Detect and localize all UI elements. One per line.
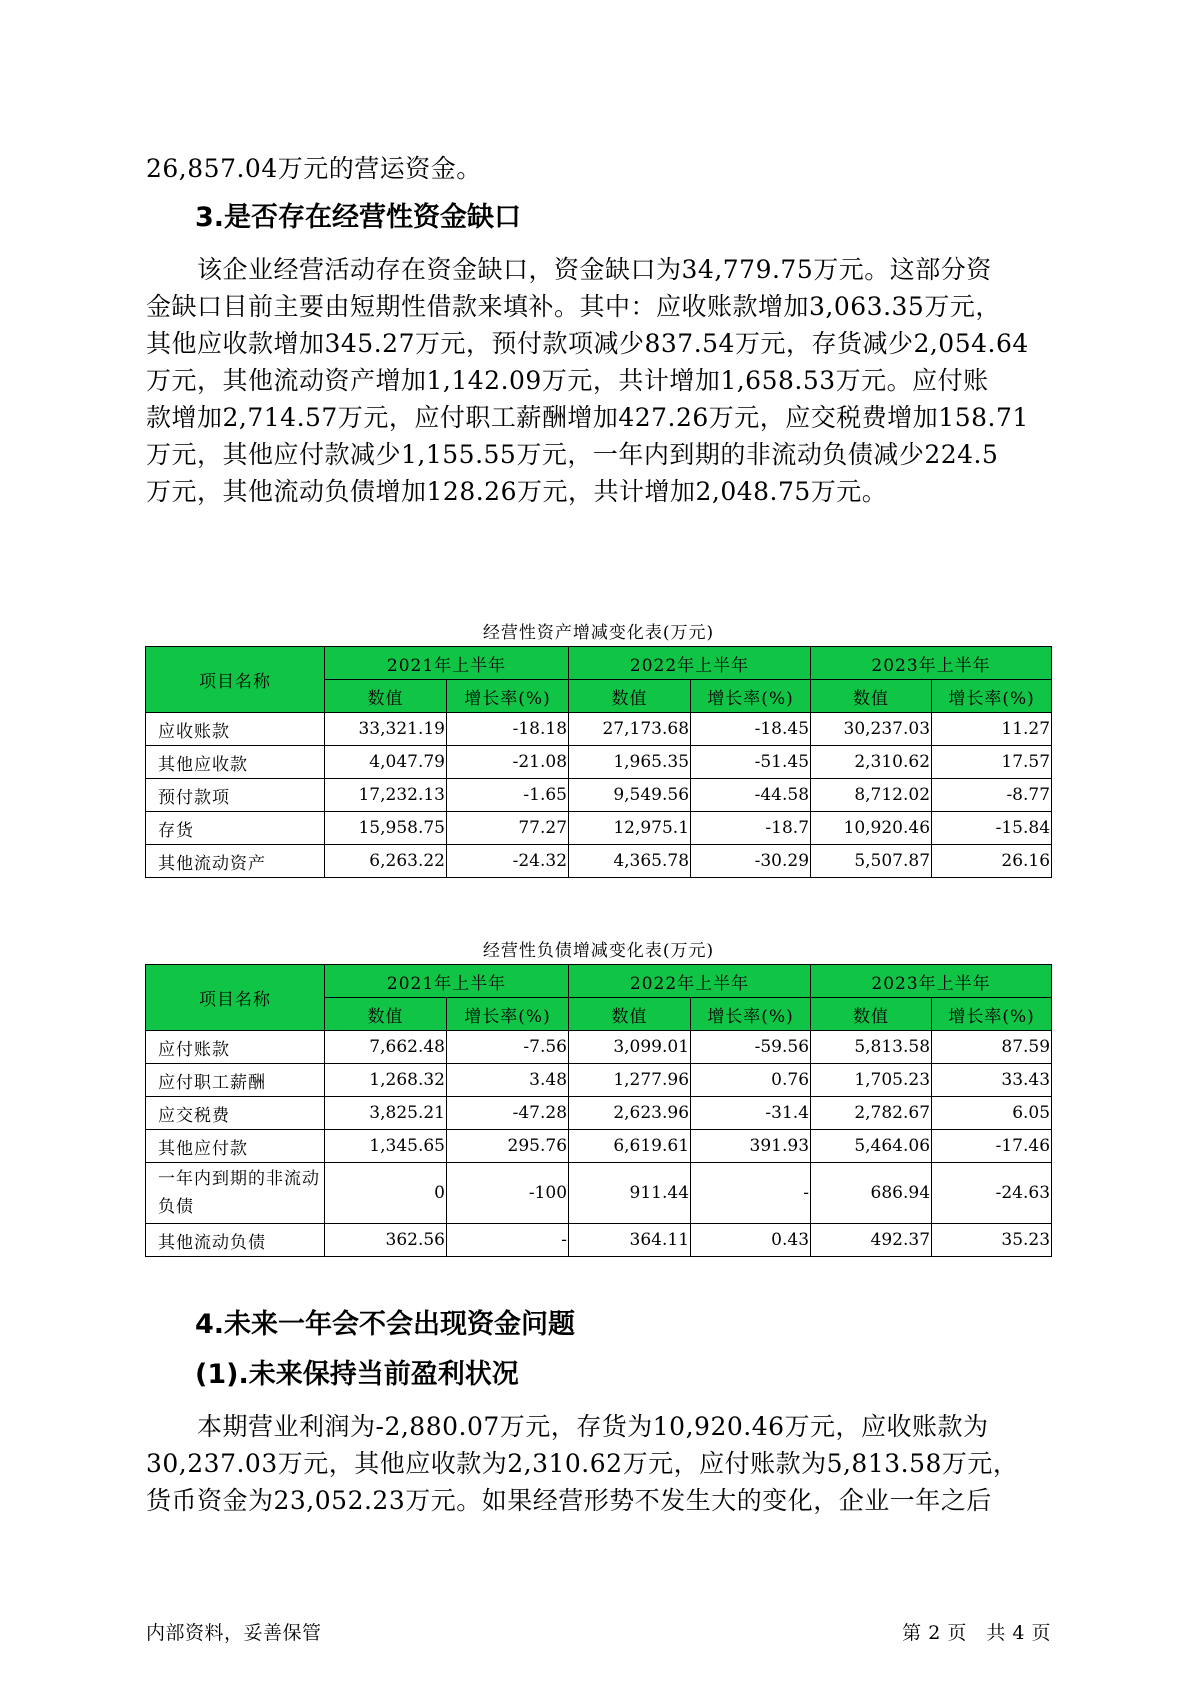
growth-rate-cell: 17.57 — [932, 746, 1052, 779]
value-subheader: 数值 — [325, 998, 447, 1031]
value-subheader: 数值 — [325, 680, 447, 713]
growth-rate-cell: 391.93 — [691, 1130, 811, 1163]
section-4-heading: 4.未来一年会不会出现资金问题 — [195, 1309, 576, 1340]
value-cell: 27,173.68 — [569, 713, 691, 746]
growth-subheader: 增长率(%) — [691, 998, 811, 1031]
paragraph-line: 万元，其他应付款减少1,155.55万元，一年内到期的非流动负债减少224.5 — [146, 440, 999, 469]
liability-table-body — [146, 1031, 1052, 1257]
paragraph-line: 本期营业利润为-2,880.07万元，存货为10,920.46万元，应收账款为 — [146, 1412, 989, 1441]
row-label: 其他流动资产 — [146, 845, 325, 878]
section-4-paragraph — [146, 1408, 1051, 1519]
row-label: 一年内到期的非流动负债 — [146, 1163, 325, 1224]
growth-rate-cell: -18.18 — [447, 713, 569, 746]
period-header: 2022年上半年 — [569, 647, 811, 680]
value-cell: 1,345.65 — [325, 1130, 447, 1163]
growth-rate-cell: -8.77 — [932, 779, 1052, 812]
section-4-subheading: (1).未来保持当前盈利状况 — [195, 1359, 519, 1390]
value-cell: 7,662.48 — [325, 1031, 447, 1064]
value-cell: 2,310.62 — [811, 746, 932, 779]
asset-change-table — [145, 646, 1052, 878]
value-cell: 364.11 — [569, 1224, 691, 1257]
row-label: 应收账款 — [146, 713, 325, 746]
value-cell: 6,263.22 — [325, 845, 447, 878]
section-3-paragraph — [146, 251, 1051, 510]
growth-rate-cell: 33.43 — [932, 1064, 1052, 1097]
value-cell: 2,623.96 — [569, 1097, 691, 1130]
period-header: 2023年上半年 — [811, 647, 1052, 680]
paragraph-line: 万元，其他流动负债增加128.26万元，共计增加2,048.75万元。 — [146, 477, 888, 506]
value-cell: 4,047.79 — [325, 746, 447, 779]
footer-confidential-note: 内部资料，妥善保管 — [146, 1622, 322, 1644]
value-cell: 8,712.02 — [811, 779, 932, 812]
growth-rate-cell: -21.08 — [447, 746, 569, 779]
growth-rate-cell: 3.48 — [447, 1064, 569, 1097]
value-subheader: 数值 — [811, 680, 932, 713]
growth-subheader: 增长率(%) — [447, 998, 569, 1031]
item-name-header: 项目名称 — [146, 965, 325, 1031]
item-name-header: 项目名称 — [146, 647, 325, 713]
value-cell: 4,365.78 — [569, 845, 691, 878]
growth-rate-cell: 26.16 — [932, 845, 1052, 878]
growth-rate-cell: -59.56 — [691, 1031, 811, 1064]
growth-rate-cell: -18.7 — [691, 812, 811, 845]
row-label: 应付职工薪酬 — [146, 1064, 325, 1097]
growth-rate-cell: 295.76 — [447, 1130, 569, 1163]
section-3-heading: 3.是否存在经营性资金缺口 — [195, 202, 522, 233]
growth-rate-cell: - — [691, 1163, 811, 1224]
value-cell: 12,975.1 — [569, 812, 691, 845]
growth-rate-cell: -24.32 — [447, 845, 569, 878]
value-subheader: 数值 — [569, 998, 691, 1031]
liability-table-caption: 经营性负债增减变化表(万元) — [482, 941, 715, 961]
growth-subheader: 增长率(%) — [447, 680, 569, 713]
value-cell: 1,705.23 — [811, 1064, 932, 1097]
growth-subheader: 增长率(%) — [932, 998, 1052, 1031]
value-subheader: 数值 — [569, 680, 691, 713]
value-cell: 492.37 — [811, 1224, 932, 1257]
growth-rate-cell: 77.27 — [447, 812, 569, 845]
table-row — [146, 746, 1052, 779]
growth-rate-cell: 0.76 — [691, 1064, 811, 1097]
growth-rate-cell: -31.4 — [691, 1097, 811, 1130]
value-cell: 3,099.01 — [569, 1031, 691, 1064]
growth-rate-cell: 35.23 — [932, 1224, 1052, 1257]
row-label: 应付账款 — [146, 1031, 325, 1064]
growth-rate-cell: -51.45 — [691, 746, 811, 779]
growth-rate-cell: -7.56 — [447, 1031, 569, 1064]
value-cell: 33,321.19 — [325, 713, 447, 746]
table-row — [146, 1031, 1052, 1064]
table-row — [146, 1130, 1052, 1163]
footer-page-number: 第 2 页 共 4 页 — [902, 1622, 1051, 1644]
table-row — [146, 845, 1052, 878]
growth-rate-cell: - — [447, 1224, 569, 1257]
row-label: 存货 — [146, 812, 325, 845]
paragraph-line: 款增加2,714.57万元，应付职工薪酬增加427.26万元，应交税费增加158.71 — [146, 403, 1029, 432]
value-cell: 9,549.56 — [569, 779, 691, 812]
row-label: 其他流动负债 — [146, 1224, 325, 1257]
table-row — [146, 779, 1052, 812]
value-cell: 5,813.58 — [811, 1031, 932, 1064]
asset-table-body — [146, 713, 1052, 878]
paragraph-line: 货币资金为23,052.23万元。如果经营形势不发生大的变化，企业一年之后 — [146, 1486, 992, 1515]
period-header: 2022年上半年 — [569, 965, 811, 998]
paragraph-line: 30,237.03万元，其他应收款为2,310.62万元，应付账款为5,813.58万元， — [146, 1449, 1019, 1478]
value-cell: 1,268.32 — [325, 1064, 447, 1097]
value-cell: 17,232.13 — [325, 779, 447, 812]
intro-line: 26,857.04万元的营运资金。 — [146, 154, 482, 183]
value-cell: 686.94 — [811, 1163, 932, 1224]
value-cell: 362.56 — [325, 1224, 447, 1257]
growth-rate-cell: 11.27 — [932, 713, 1052, 746]
value-cell: 6,619.61 — [569, 1130, 691, 1163]
growth-rate-cell: -100 — [447, 1163, 569, 1224]
table-row — [146, 1097, 1052, 1130]
growth-rate-cell: -1.65 — [447, 779, 569, 812]
period-header: 2021年上半年 — [325, 965, 569, 998]
value-cell: 3,825.21 — [325, 1097, 447, 1130]
table-row — [146, 1224, 1052, 1257]
table-row — [146, 1064, 1052, 1097]
growth-rate-cell: 87.59 — [932, 1031, 1052, 1064]
paragraph-line: 金缺口目前主要由短期性借款来填补。其中：应收账款增加3,063.35万元， — [146, 292, 1001, 321]
table-row — [146, 812, 1052, 845]
row-label: 其他应付款 — [146, 1130, 325, 1163]
row-label: 应交税费 — [146, 1097, 325, 1130]
period-header: 2023年上半年 — [811, 965, 1052, 998]
paragraph-line: 其他应收款增加345.27万元，预付款项减少837.54万元，存货减少2,054.64 — [146, 329, 1029, 358]
growth-rate-cell: -44.58 — [691, 779, 811, 812]
growth-subheader: 增长率(%) — [691, 680, 811, 713]
value-cell: 10,920.46 — [811, 812, 932, 845]
growth-rate-cell: -30.29 — [691, 845, 811, 878]
value-cell: 30,237.03 — [811, 713, 932, 746]
growth-rate-cell: 6.05 — [932, 1097, 1052, 1130]
growth-rate-cell: -47.28 — [447, 1097, 569, 1130]
asset-table-caption: 经营性资产增减变化表(万元) — [482, 623, 715, 643]
period-header: 2021年上半年 — [325, 647, 569, 680]
liability-change-table — [145, 964, 1052, 1257]
paragraph-line: 该企业经营活动存在资金缺口，资金缺口为34,779.75万元。这部分资 — [146, 255, 992, 284]
growth-rate-cell: -17.46 — [932, 1130, 1052, 1163]
growth-rate-cell: -15.84 — [932, 812, 1052, 845]
paragraph-line: 万元，其他流动资产增加1,142.09万元，共计增加1,658.53万元。应付账 — [146, 366, 989, 395]
growth-rate-cell: -18.45 — [691, 713, 811, 746]
value-cell: 911.44 — [569, 1163, 691, 1224]
row-label: 预付款项 — [146, 779, 325, 812]
growth-rate-cell: -24.63 — [932, 1163, 1052, 1224]
row-label: 其他应收款 — [146, 746, 325, 779]
value-cell: 2,782.67 — [811, 1097, 932, 1130]
value-cell: 0 — [325, 1163, 447, 1224]
table-row — [146, 713, 1052, 746]
value-cell: 5,464.06 — [811, 1130, 932, 1163]
value-subheader: 数值 — [811, 998, 932, 1031]
intro-paragraph — [146, 150, 1051, 187]
value-cell: 1,277.96 — [569, 1064, 691, 1097]
growth-subheader: 增长率(%) — [932, 680, 1052, 713]
value-cell: 5,507.87 — [811, 845, 932, 878]
value-cell: 1,965.35 — [569, 746, 691, 779]
growth-rate-cell: 0.43 — [691, 1224, 811, 1257]
table-row — [146, 1163, 1052, 1224]
value-cell: 15,958.75 — [325, 812, 447, 845]
